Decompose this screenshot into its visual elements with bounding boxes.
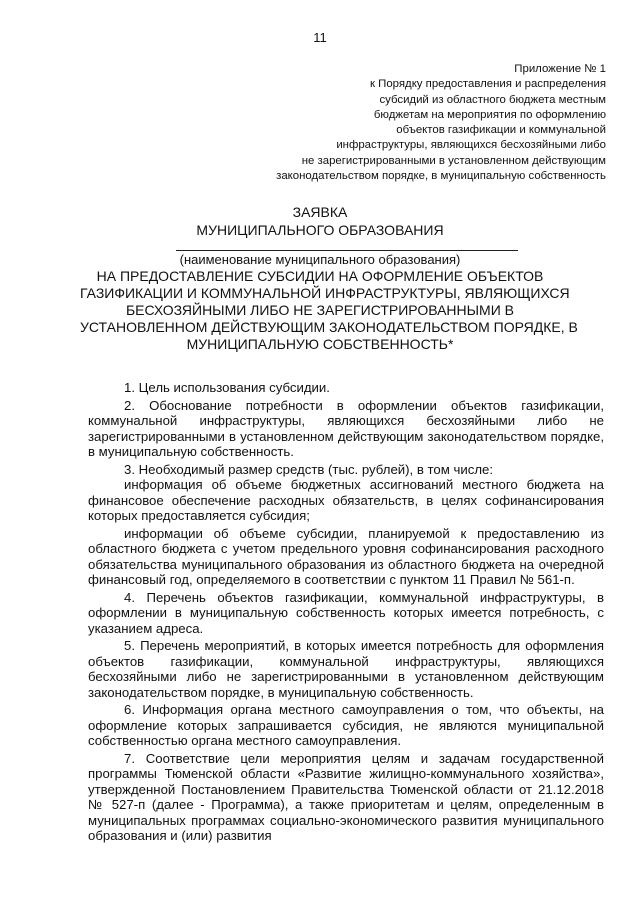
document-subtitle: МУНИЦИПАЛЬНОГО ОБРАЗОВАНИЯ: [196, 222, 444, 238]
paragraph-3-subsidy-info: информации об объеме субсидии, планируемой к предоставлению из областного бюджета с учетом предельного уровня софинансирования расходного обязательства муниципального образования из областного бюджета на очередной финансовый год, определяемого в соответствии с пунктом 11 Правил № 561-п.: [88, 525, 604, 587]
paragraph-2: 2. Обоснование потребности в оформлении объектов газификации, коммунальной инфраструктуры, являющихся бесхозяйными либо не зарегистрированными в установленном действующим законодательством порядке, в муниципальную собственность.: [88, 397, 604, 459]
annex-line: законодательством порядке, в муниципальную собственность: [276, 170, 606, 183]
subject-line: МУНИЦИПАЛЬНУЮ СОБСТВЕННОСТЬ*: [186, 336, 454, 352]
annex-line: бюджетам на мероприятия по оформлению: [373, 108, 606, 121]
paragraph-7: 7. Соответствие цели мероприятия целям и задачам государственной программы Тюменской области «Развитие жилищно-коммунального хозяйства», утвержденной Постановлением Правительства Тюменской области от 21.12.2018 № 527-п (далее - Программа), а также приоритетам и целям, определенным в муниципальных программах социально-экономического развития муниципального образования и (или) развития: [88, 750, 604, 843]
document-body: [88, 380, 604, 844]
subject-line: НА ПРЕДОСТАВЛЕНИЕ СУБСИДИИ НА ОФОРМЛЕНИЕ ОБЪЕКТОВ: [96, 268, 544, 284]
annex-line: к Порядку предоставления и распределения: [370, 78, 606, 91]
paragraph-3: 3. Необходимый размер средств (тыс. рублей), в том числе:: [124, 461, 494, 477]
page-number: 11: [313, 30, 327, 45]
name-blank-line: [176, 250, 518, 251]
annex-line: субсидий из областного бюджета местным: [379, 93, 606, 106]
paragraph-3-budget-info: информация об объеме бюджетных ассигнований местного бюджета на финансовое обеспечение расходных обязательств, в целях софинансирования которых предоставляется субсидия;: [88, 477, 604, 523]
annex-line: Приложение № 1: [514, 63, 606, 75]
paragraph-6: 6. Информация органа местного самоуправления о том, что объекты, на оформление которых запрашивается субсидия, не являются муниципальной собственностью органа местного самоуправления.: [88, 702, 604, 748]
annex-line: объектов газификации и коммунальной: [396, 124, 606, 137]
paragraph-1: 1. Цель использования субсидии.: [124, 380, 330, 395]
subject-line: УСТАНОВЛЕННОМ ДЕЙСТВУЮЩИМ ЗАКОНОДАТЕЛЬСТВОМ ПОРЯДКЕ, В: [80, 319, 578, 335]
paragraph-5: 5. Перечень мероприятий, в которых имеется потребность для оформления объектов газификации, коммунальной инфраструктуры, являющихся бесхозяйными либо не зарегистрированными в установленном действующим законодательством порядке, в муниципальную собственность.: [88, 638, 604, 700]
subject-line: ГАЗИФИКАЦИИ И КОММУНАЛЬНОЙ ИНФРАСТРУКТУРЫ, ЯВЛЯЮЩИХСЯ: [80, 285, 570, 301]
name-caption: (наименование муниципального образования): [179, 252, 461, 267]
annex-header: [276, 62, 606, 184]
subject-line: БЕСХОЗЯЙНЫМИ ЛИБО НЕ ЗАРЕГИСТРИРОВАННЫМИ В: [125, 302, 514, 318]
annex-line: не зарегистрированными в установленном действующим: [301, 154, 606, 167]
paragraph-4: 4. Перечень объектов газификации, коммунальной инфраструктуры, в оформлении в муниципальную собственность которых имеется потребность, с указанием адреса.: [88, 589, 604, 636]
annex-line: инфраструктуры, являющихся бесхозяйными либо: [336, 139, 606, 152]
application-subject: [80, 268, 578, 353]
document-title: ЗАЯВКА: [292, 204, 348, 220]
